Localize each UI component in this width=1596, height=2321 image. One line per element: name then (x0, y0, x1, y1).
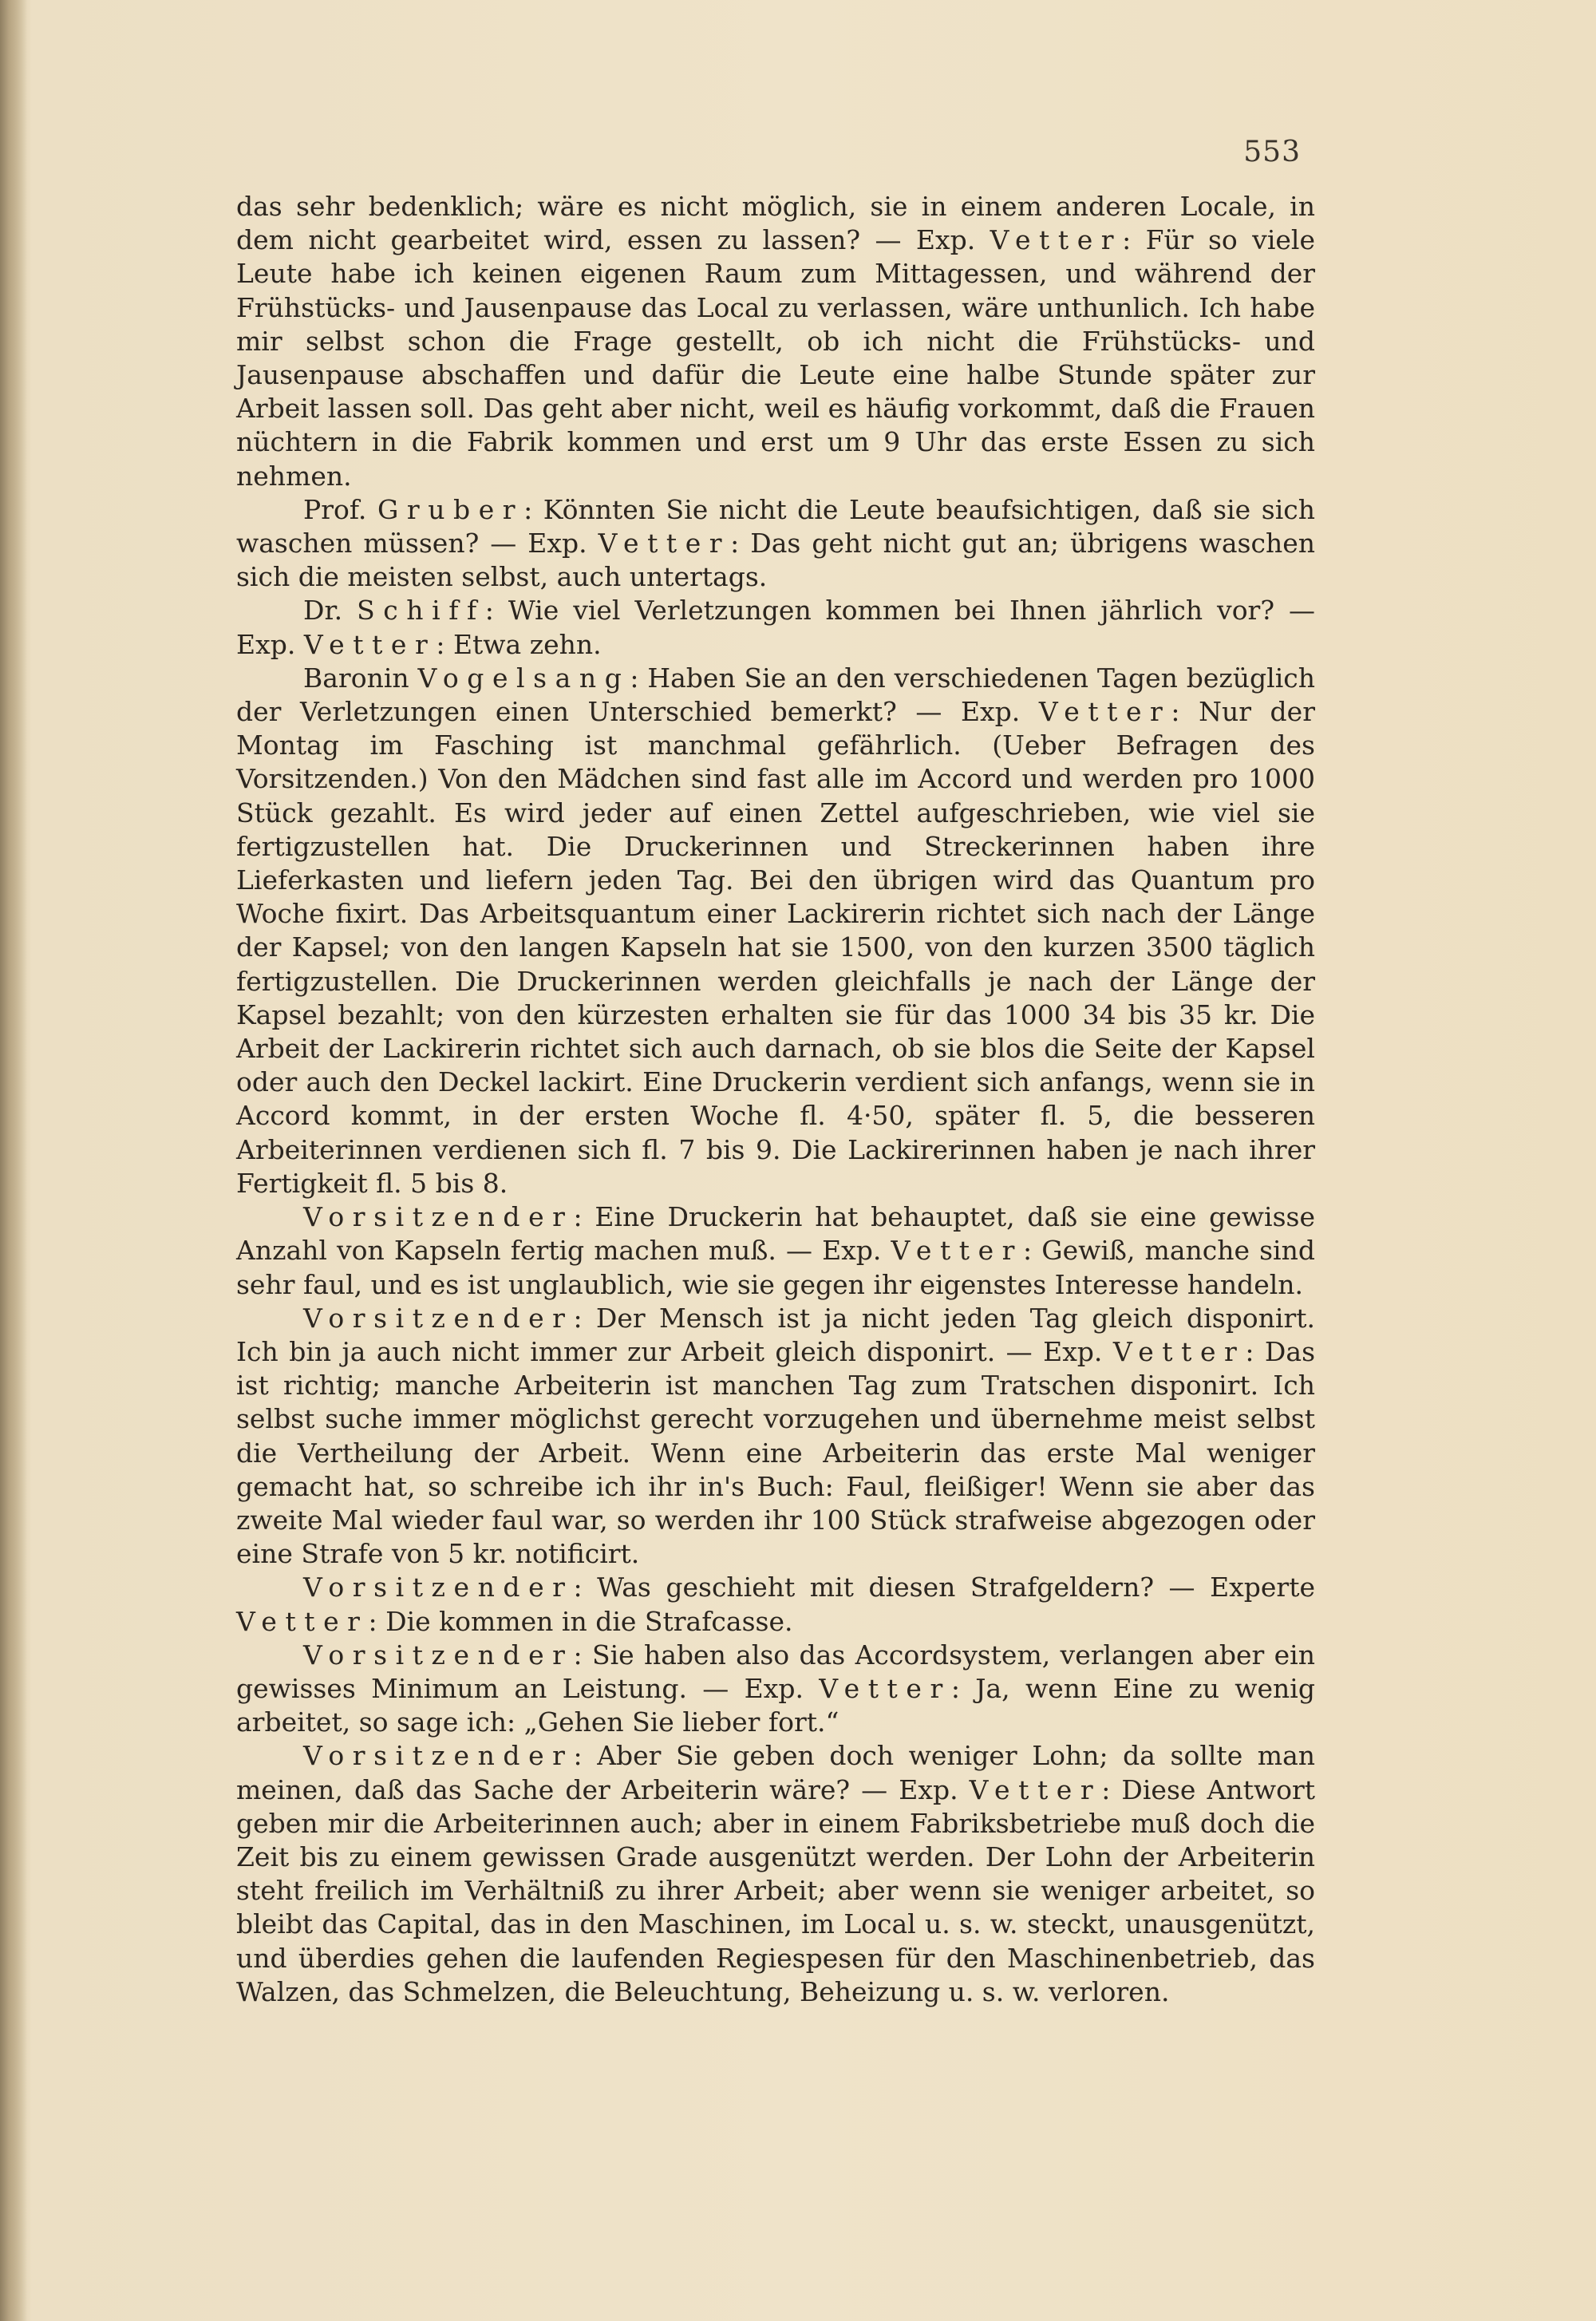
speaker-name: Vetter (303, 628, 437, 660)
speaker-name: Vetter (236, 1605, 369, 1637)
speaker-name: Vorsitzender (303, 1639, 574, 1671)
speaker-name: Vetter (969, 1773, 1102, 1805)
body-text (236, 190, 1315, 2009)
paragraph-text: : Gewiß, manche sind sehr faul, und es ist unglaublich, wie sie gegen ihr eigenstes Interesse handeln. (236, 1235, 1315, 1300)
paragraph-text: : Haben Sie an den verschiedenen Tagen bezüglich der Verletzungen einen Unterschied bemerkt? — Exp. (236, 662, 1315, 728)
speaker-name: Vogelsang (417, 662, 630, 694)
paragraph-text: : Ja, wenn Eine zu wenig arbeitet, so sage ich: „Gehen Sie lieber fort.“ (236, 1672, 1315, 1738)
paragraph-text: : Sie haben also das Accordsystem, verlangen aber ein gewisses Minimum an Leistung. — Exp. (236, 1639, 1315, 1704)
paragraph (236, 1639, 1315, 1740)
speaker-name: Vetter (891, 1235, 1024, 1267)
paragraph (236, 1739, 1315, 2009)
speaker-name: Vorsitzender (303, 1740, 574, 1772)
paragraph-text: : Eine Druckerin hat behauptet, daß sie eine gewisse Anzahl von Kapseln fertig machen muß. — Exp. (236, 1201, 1315, 1267)
speaker-name: Vorsitzender (303, 1302, 574, 1334)
paragraph-text: : Was geschieht mit diesen Strafgeldern? — Experte (573, 1572, 1315, 1603)
paragraph (236, 493, 1315, 595)
paragraph-text: Prof. (303, 493, 377, 525)
paragraph-text: : Diese Antwort geben mir die Arbeiterinnen auch; aber in einem Fabriksbetriebe muß doch die Zeit bis zu einem gewissen Grade ausgenützt werden. Der Lohn der Arbeiterin steht freilich im Verhältniß zu ihrer Arbeit; aber wenn sie weniger arbeitet, so bleibt das Capital, das in den Maschinen, im Local u. s. w. steckt, unausgenützt, und überdies gehen die laufenden Regiespesen für den Maschinenbetrieb, das Walzen, das Schmelzen, die Beleuchtung, Beheizung u. s. w. verloren. (236, 1773, 1315, 2007)
paragraph-text: : Das geht nicht gut an; übrigens waschen sich die meisten selbst, auch untertags. (236, 528, 1315, 593)
paragraph-text: : Wie viel Verletzungen kommen bei Ihnen jährlich vor? — Exp. (236, 595, 1315, 660)
paragraph-text: : Das ist richtig; manche Arbeiterin ist manchen Tag zum Tratschen disponirt. Ich selbst suche immer möglichst gerecht vorzugehen und übernehme meist selbst die Vertheilung der Arbeit. Wenn eine Arbeiterin das erste Mal weniger gemacht hat, so schreibe ich ihr in's Buch: Faul, fleißiger! Wenn sie aber das zweite Mal wieder faul war, so werden ihr 100 Stück strafweise abgezogen oder eine Strafe von 5 kr. notificirt. (236, 1335, 1315, 1570)
paragraph (236, 1302, 1315, 1572)
speaker-name: Vetter (990, 224, 1123, 256)
paragraph (236, 594, 1315, 661)
paragraph-text: : Aber Sie geben doch weniger Lohn; da sollte man meinen, daß das Sache der Arbeiterin wäre? — Exp. (236, 1740, 1315, 1805)
paragraph (236, 1571, 1315, 1638)
speaker-name: Gruber (377, 493, 524, 525)
page-number: 553 (1243, 136, 1301, 168)
paragraph-text: das sehr bedenklich; wäre es nicht möglich, sie in einem anderen Locale, in dem nicht gearbeitet wird, essen zu lassen? — Exp. (236, 191, 1315, 256)
paragraph-text: : Für so viele Leute habe ich keinen eigenen Raum zum Mittagessen, und während der Frühstücks- und Jausenpause das Local zu verlassen, wäre unthunlich. Ich habe mir selbst schon die Frage gestellt, ob ich nicht die Frühstücks- und Jausenpause abschaffen und dafür die Leute eine halbe Stunde später zur Arbeit lassen soll. Das geht aber nicht, weil es häufig vorkommt, daß die Frauen nüchtern in die Fabrik kommen und erst um 9 Uhr das erste Essen zu sich nehmen. (236, 224, 1315, 492)
paragraph-text: : Die kommen in die Strafcasse. (368, 1605, 793, 1637)
paragraph-text: : Etwa zehn. (436, 628, 602, 660)
paragraph-text: : Könnten Sie nicht die Leute beaufsichtigen, daß sie sich waschen müssen? — Exp. (236, 493, 1315, 559)
speaker-name: Vetter (1112, 1335, 1246, 1367)
paragraph (236, 190, 1315, 493)
paragraph-text: : Nur der Montag im Fasching ist manchmal gefährlich. (Ueber Befragen des Vorsitzenden.) Von den Mädchen sind fast alle im Accord und werden pro 1000 Stück gezahlt. Es wird jeder auf einen Zettel aufgeschrieben, wie viel sie fertigzustellen hat. Die Druckerinnen und Streckerinnen haben ihre Lieferkasten und liefern jeden Tag. Bei den übrigen wird das Quantum pro Woche fixirt. Das Arbeitsquantum einer Lackirerin richtet sich nach der Länge der Kapsel; von den langen Kapseln hat sie 1500, von den kurzen 3500 täglich fertigzustellen. Die Druckerinnen werden gleichfalls je nach der Länge der Kapsel bezahlt; von den kürzesten erhalten sie für das 1000 34 bis 35 kr. Die Arbeit der Lackirerin richtet sich auch darnach, ob sie blos die Seite der Kapsel oder auch den Deckel lackirt. Eine Druckerin verdient sich anfangs, wenn sie in Accord kommt, in der ersten Woche fl. 4·50, später fl. 5, die besseren Arbeiterinnen verdienen sich fl. 7 bis 9. Die Lackirerinnen haben je nach ihrer Fertigkeit fl. 5 bis 8. (236, 696, 1315, 1199)
paragraph-text: Baronin (303, 662, 418, 694)
speaker-name: Vetter (819, 1672, 951, 1704)
paragraph-text: Dr. (303, 595, 358, 627)
speaker-name: Schiff (357, 595, 485, 627)
page-gutter-shadow (0, 0, 27, 2321)
speaker-name: Vetter (598, 528, 731, 559)
paragraph (236, 662, 1315, 1200)
speaker-name: Vorsitzender (303, 1572, 574, 1603)
speaker-name: Vorsitzender (303, 1201, 574, 1233)
speaker-name: Vetter (1038, 696, 1171, 728)
paragraph (236, 1200, 1315, 1302)
paragraph-text: : Der Mensch ist ja nicht jeden Tag gleich disponirt. Ich bin ja auch nicht immer zur Arbeit gleich disponirt. — Exp. (236, 1302, 1315, 1367)
